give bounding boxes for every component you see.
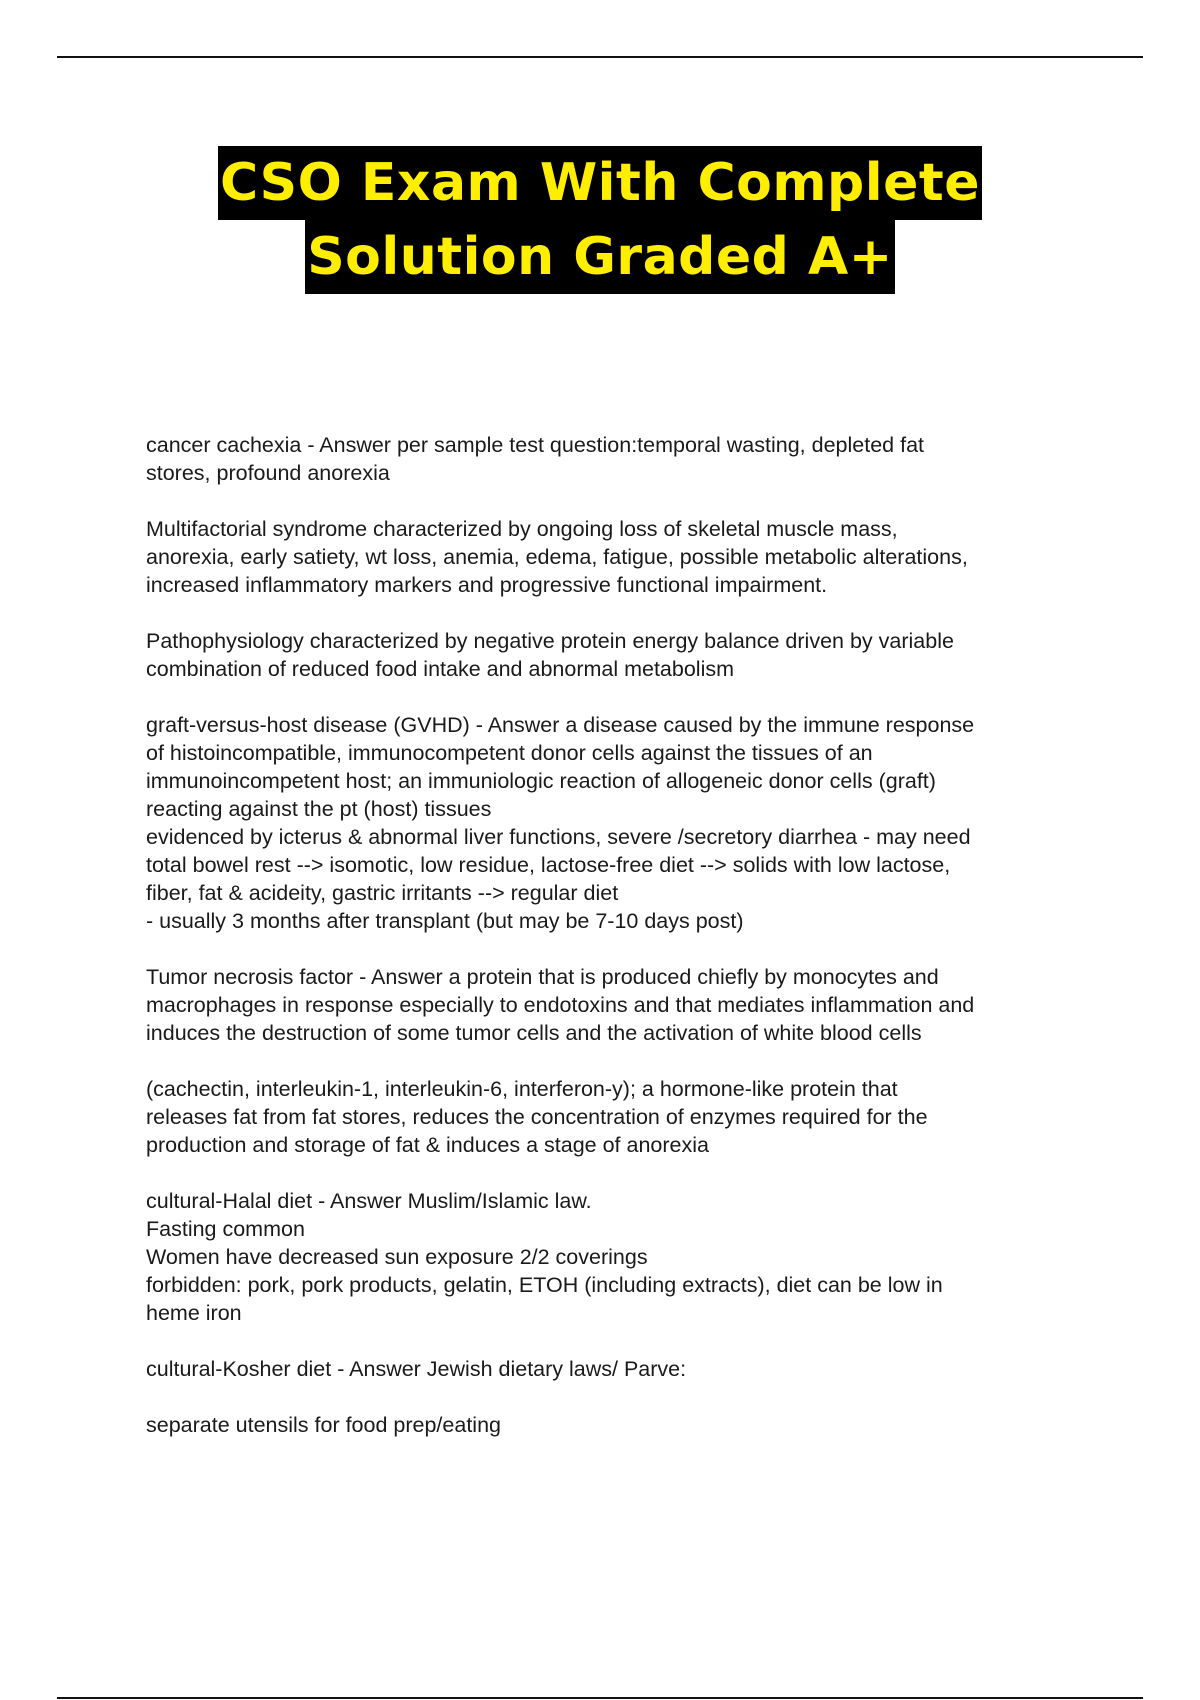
paragraph: [146, 627, 1096, 683]
paragraph-line: - usually 3 months after transplant (but may be 7-10 days post): [146, 909, 744, 933]
paragraph-line: production and storage of fat & induces a stage of anorexia: [146, 1133, 709, 1157]
paragraph-line: cultural-Halal diet - Answer Muslim/Islamic law.: [146, 1189, 592, 1213]
paragraph-line: Tumor necrosis factor - Answer a protein that is produced chiefly by monocytes and: [146, 965, 939, 989]
paragraph-line: immunoincompetent host; an immuniologic reaction of allogeneic donor cells (graft): [146, 769, 936, 793]
paragraph-line: of histoincompatible, immunocompetent donor cells against the tissues of an: [146, 741, 873, 765]
paragraph-line: fiber, fat & acideity, gastric irritants --> regular diet: [146, 881, 619, 905]
paragraph: [146, 1355, 1096, 1383]
paragraph-line: graft-versus-host disease (GVHD) - Answer a disease caused by the immune response: [146, 713, 975, 737]
paragraph-line: cultural-Kosher diet - Answer Jewish dietary laws/ Parve:: [146, 1357, 687, 1381]
paragraph-line: Women have decreased sun exposure 2/2 coverings: [146, 1245, 648, 1269]
document-body: [146, 431, 1096, 1467]
paragraph-line: Fasting common: [146, 1217, 305, 1241]
paragraph-line: macrophages in response especially to endotoxins and that mediates inflammation and: [146, 993, 975, 1017]
document-title: [0, 146, 1200, 294]
paragraph-line: total bowel rest --> isomotic, low residue, lactose-free diet --> solids with low lactose,: [146, 853, 951, 877]
paragraph-line: reacting against the pt (host) tissues: [146, 797, 492, 821]
title-line-1: CSO Exam With Complete: [218, 146, 982, 220]
paragraph-line: releases fat from fat stores, reduces the concentration of enzymes required for the: [146, 1105, 928, 1129]
title-line-2: Solution Graded A+: [305, 220, 895, 294]
paragraph: [146, 431, 1096, 487]
paragraph-line: stores, profound anorexia: [146, 461, 390, 485]
paragraph-line: separate utensils for food prep/eating: [146, 1413, 501, 1437]
paragraph: [146, 711, 1096, 935]
paragraph-line: (cachectin, interleukin-1, interleukin-6, interferon-y); a hormone-like protein that: [146, 1077, 898, 1101]
paragraph: [146, 1187, 1096, 1327]
paragraph-line: anorexia, early satiety, wt loss, anemia, edema, fatigue, possible metabolic alterations,: [146, 545, 968, 569]
paragraph-line: induces the destruction of some tumor cells and the activation of white blood cells: [146, 1021, 922, 1045]
paragraph: [146, 1411, 1096, 1439]
paragraph-line: increased inflammatory markers and progressive functional impairment.: [146, 573, 828, 597]
paragraph-line: Pathophysiology characterized by negative protein energy balance driven by variable: [146, 629, 954, 653]
paragraph: [146, 963, 1096, 1047]
paragraph-line: evidenced by icterus & abnormal liver functions, severe /secretory diarrhea - may need: [146, 825, 971, 849]
paragraph-line: Multifactorial syndrome characterized by ongoing loss of skeletal muscle mass,: [146, 517, 898, 541]
bottom-rule: [57, 1697, 1143, 1699]
top-rule: [57, 56, 1143, 58]
paragraph-line: cancer cachexia - Answer per sample test question:temporal wasting, depleted fat: [146, 433, 924, 457]
paragraph-line: combination of reduced food intake and abnormal metabolism: [146, 657, 735, 681]
paragraph-line: forbidden: pork, pork products, gelatin, ETOH (including extracts), diet can be low in: [146, 1273, 943, 1297]
paragraph-line: heme iron: [146, 1301, 242, 1325]
paragraph: [146, 515, 1096, 599]
paragraph: [146, 1075, 1096, 1159]
